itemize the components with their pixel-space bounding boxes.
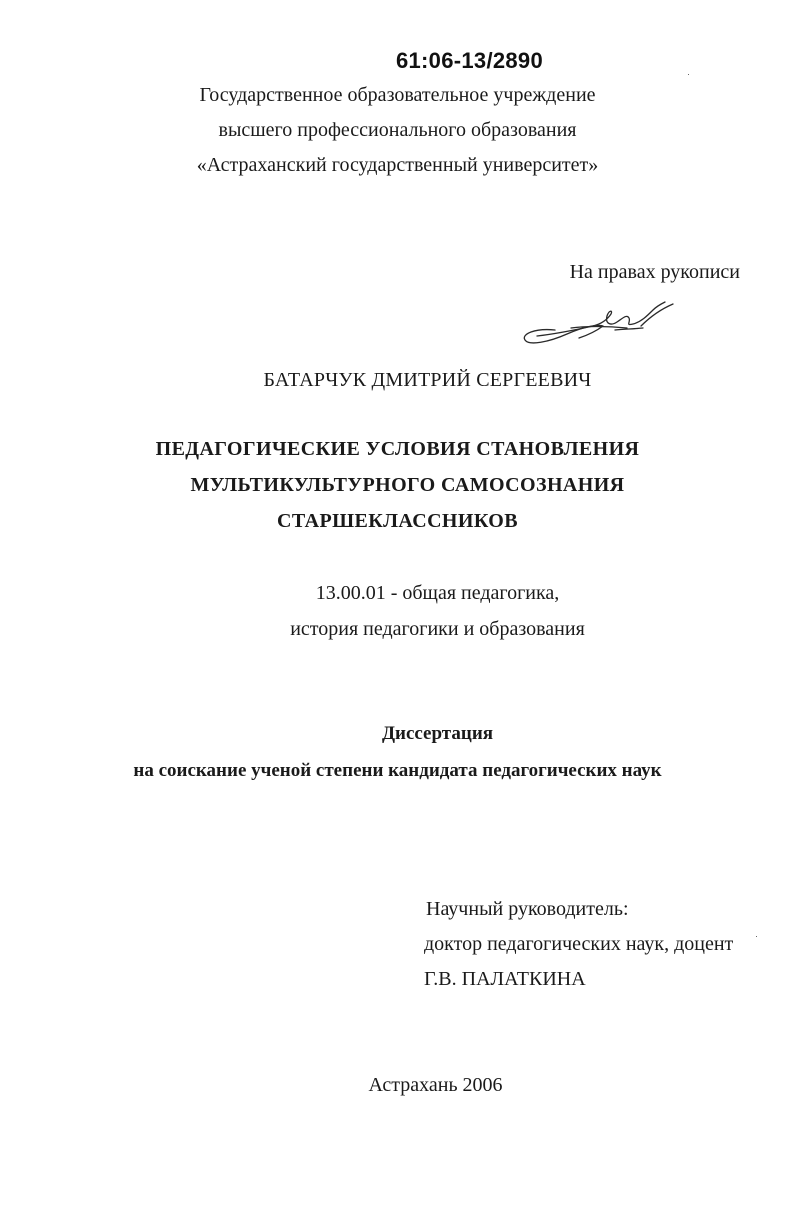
thesis-title-line-3: СТАРШЕКЛАССНИКОВ (277, 510, 518, 532)
institution-line-1: Государственное образовательное учреждение (199, 84, 596, 106)
specialty-line-1: 13.00.01 - общая педагогика, (315, 582, 560, 604)
city-year: Астрахань 2006 (368, 1074, 503, 1096)
supervisor-label: Научный руководитель: (426, 898, 629, 920)
specialty-line-2: история педагогики и образования (290, 618, 585, 640)
archive-stamp-code: 61:06-13/2890 (395, 48, 544, 73)
author-signature (515, 296, 685, 348)
supervisor-name: Г.В. ПАЛАТКИНА (424, 968, 586, 990)
scan-speck (756, 936, 757, 937)
supervisor-rank: доктор педагогических наук, доцент (424, 933, 734, 955)
scan-speck (688, 74, 689, 75)
manuscript-note: На правах рукописи (569, 261, 740, 283)
thesis-title-line-1: ПЕДАГОГИЧЕСКИЕ УСЛОВИЯ СТАНОВЛЕНИЯ (155, 438, 640, 460)
dissertation-label: Диссертация (381, 723, 494, 744)
thesis-title-line-2: МУЛЬТИКУЛЬТУРНОГО САМОСОЗНАНИЯ (190, 474, 625, 496)
author-name: БАТАРЧУК ДМИТРИЙ СЕРГЕЕВИЧ (263, 369, 592, 391)
institution-line-3: «Астраханский государственный университет» (196, 154, 599, 176)
institution-line-2: высшего профессионального образования (218, 119, 577, 141)
degree-line: на соискание ученой степени кандидата педагогических наук (133, 760, 662, 781)
